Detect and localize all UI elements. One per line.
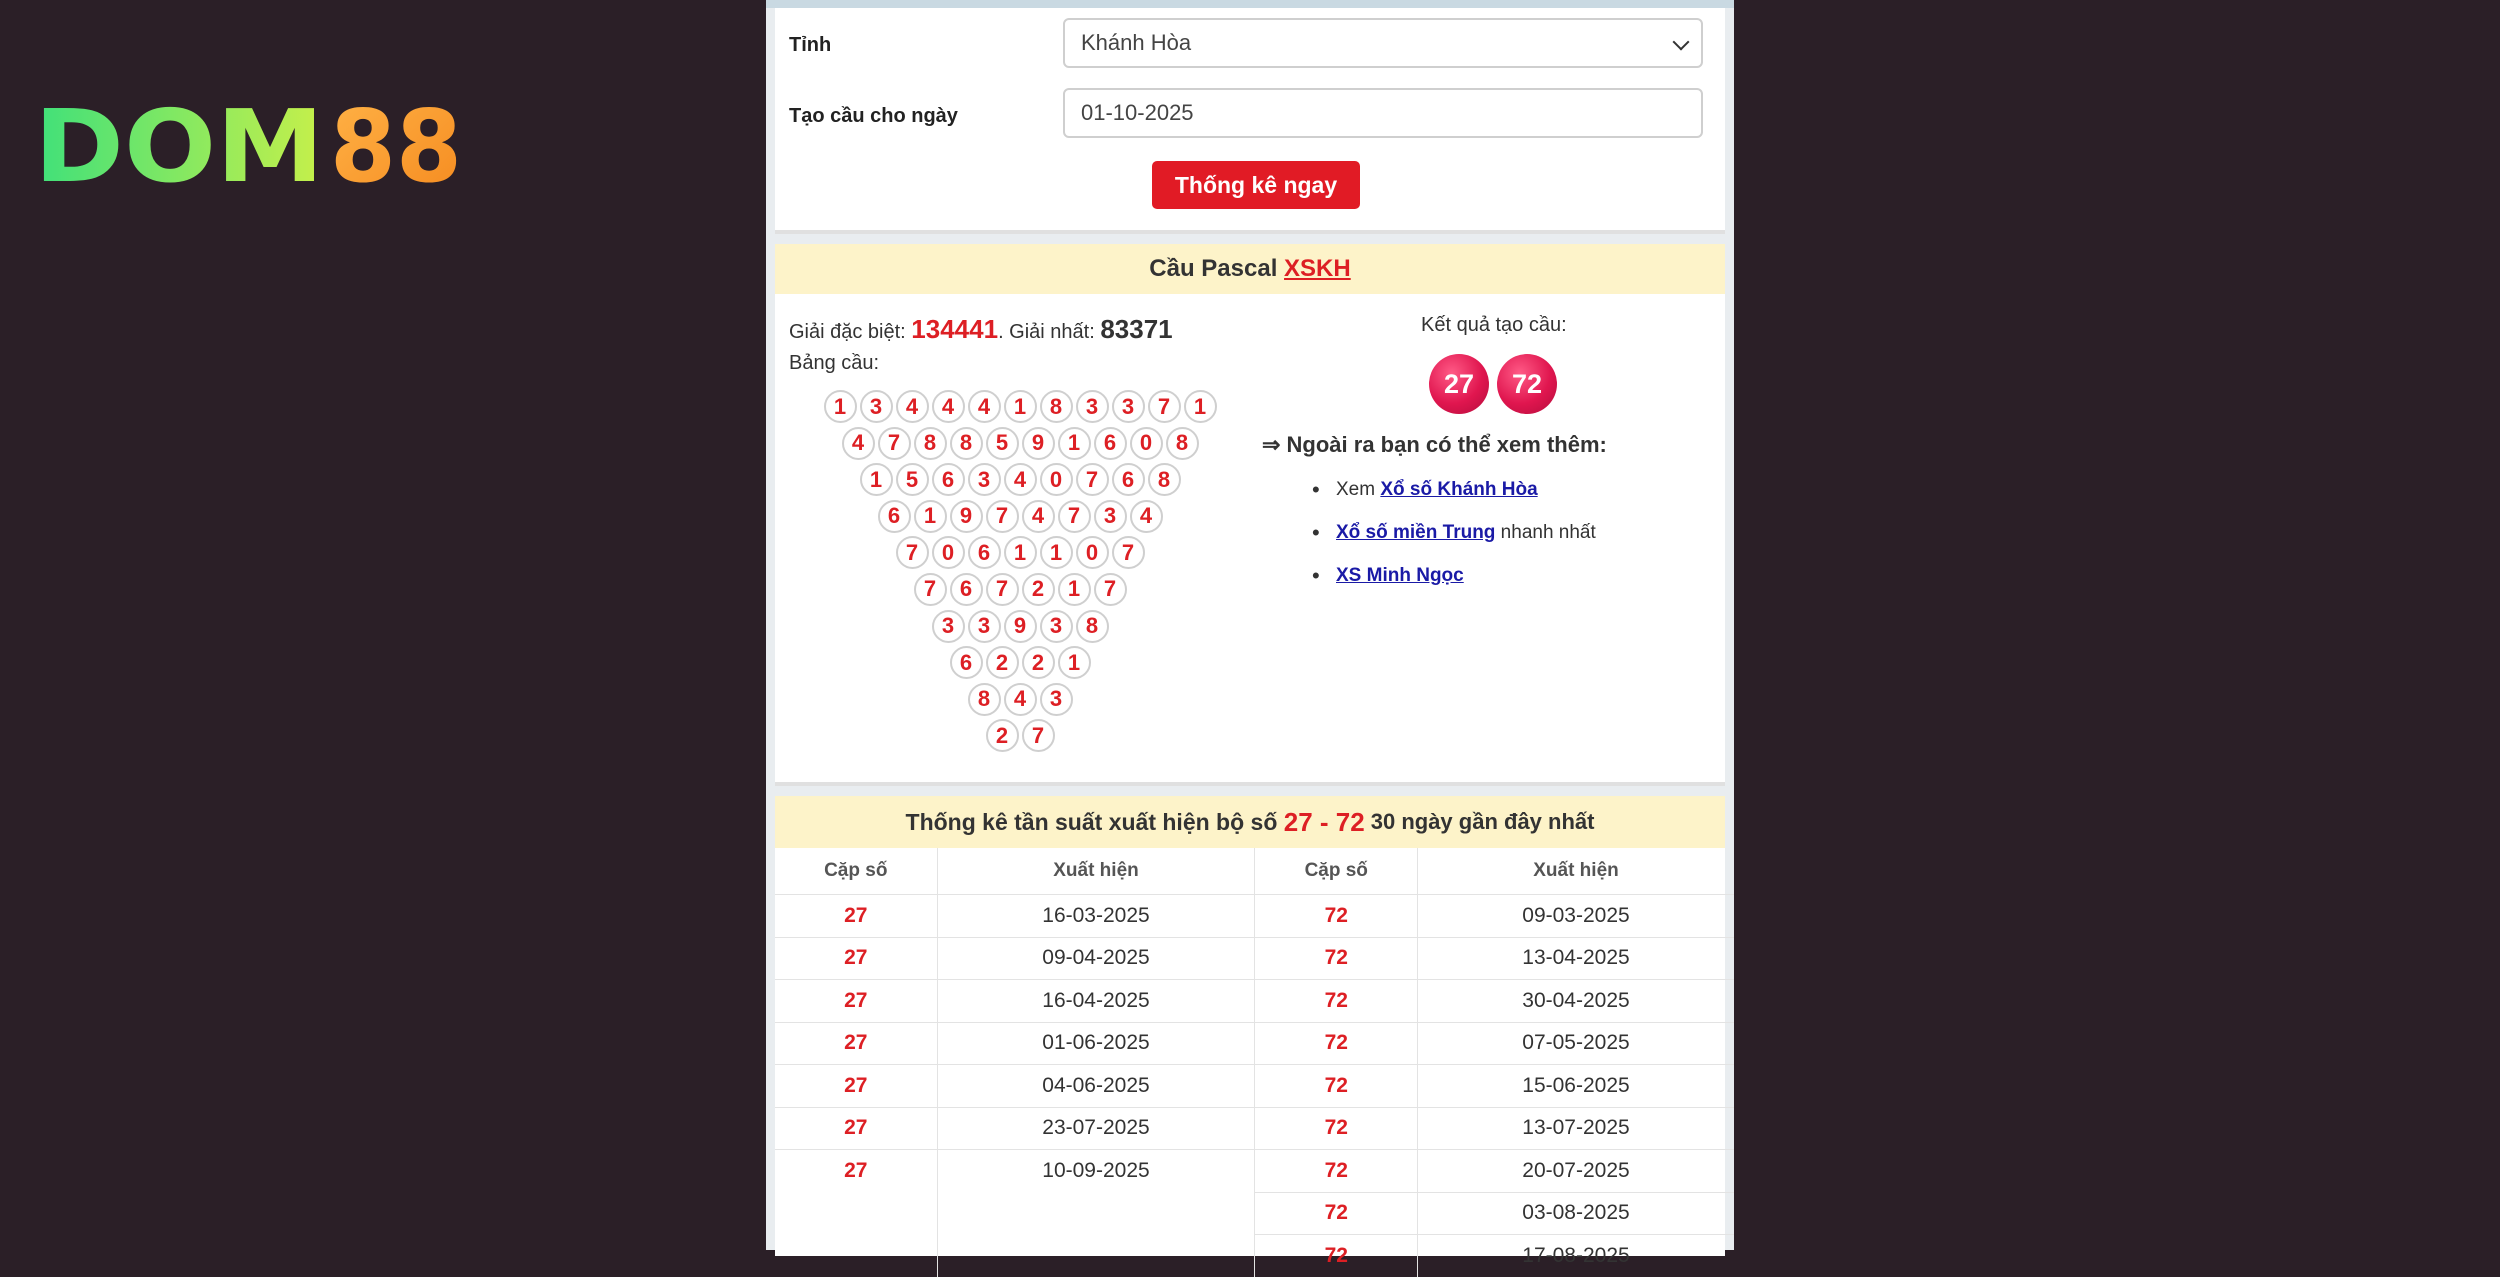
triangle-digit: 4 [1004, 683, 1037, 716]
date-cell: 07-05-2025 [1418, 1022, 1735, 1065]
triangle-digit: 4 [968, 390, 1001, 423]
result-ball: 27 [1429, 354, 1489, 414]
triangle-digit: 0 [1040, 463, 1073, 496]
triangle-digit: 7 [986, 573, 1019, 606]
pair-cell: 27 [775, 980, 937, 1023]
triangle-row [775, 500, 1265, 537]
triangle-digit: 7 [1094, 573, 1127, 606]
dom88-logo[interactable] [34, 88, 464, 205]
triangle-digit: 4 [1130, 500, 1163, 533]
table-row [775, 980, 1734, 1023]
date-cell: 09-03-2025 [1418, 895, 1735, 938]
pair-cell: 72 [1255, 895, 1418, 938]
triangle-digit: 3 [1076, 390, 1109, 423]
triangle-digit: 0 [1076, 536, 1109, 569]
stats-title-pair: 27 - 72 [1283, 806, 1365, 837]
prize-line [789, 314, 1173, 345]
triangle-digit: 3 [968, 463, 1001, 496]
date-cell: 13-07-2025 [1418, 1107, 1735, 1150]
date-cell: 23-07-2025 [937, 1107, 1255, 1150]
pair-cell: 27 [775, 1022, 937, 1065]
triangle-digit: 7 [1148, 390, 1181, 423]
list-item: • Xem Xổ số Khánh Hòa [1312, 479, 1596, 522]
triangle-digit: 0 [932, 536, 965, 569]
triangle-digit: 0 [1130, 427, 1163, 460]
pair-cell: 72 [1255, 1192, 1418, 1235]
stats-title-prefix: Thống kê tần suất xuất hiện bộ số [905, 808, 1284, 835]
triangle-digit: 3 [1094, 500, 1127, 533]
triangle-row [775, 610, 1265, 647]
triangle-digit: 8 [1166, 427, 1199, 460]
pair-cell: 72 [1255, 937, 1418, 980]
province-select-value: Khánh Hòa [1081, 30, 1192, 55]
chevron-down-icon [1673, 34, 1690, 51]
triangle-digit: 8 [1076, 610, 1109, 643]
pair-cell: 72 [1255, 1022, 1418, 1065]
date-cell: 17-08-2025 [1418, 1235, 1735, 1277]
triangle-digit: 7 [914, 573, 947, 606]
col-header: Xuất hiện [937, 848, 1255, 895]
triangle-row [775, 646, 1265, 683]
pascal-triangle [775, 390, 1265, 756]
more-heading: ⇒ Ngoài ra bạn có thể xem thêm: [1262, 432, 1607, 457]
triangle-digit: 4 [932, 390, 965, 423]
triangle-digit: 8 [950, 427, 983, 460]
triangle-digit: 6 [968, 536, 1001, 569]
pair-cell: 72 [1255, 1150, 1418, 1193]
triangle-digit: 1 [1040, 536, 1073, 569]
triangle-digit: 7 [896, 536, 929, 569]
triangle-digit: 6 [1112, 463, 1145, 496]
triangle-digit: 7 [1112, 536, 1145, 569]
pair-cell: 72 [1255, 1065, 1418, 1108]
list-item [1312, 565, 1596, 608]
pascal-title-text: Cầu Pascal [1149, 255, 1285, 282]
date-label: Tạo cầu cho ngày [789, 105, 958, 127]
result-label: Kết quả tạo cầu: [1421, 314, 1567, 336]
table-row [775, 1065, 1734, 1108]
triangle-digit: 1 [860, 463, 893, 496]
triangle-digit: 4 [1004, 463, 1037, 496]
triangle-digit: 3 [1040, 610, 1073, 643]
date-cell: 16-04-2025 [937, 980, 1255, 1023]
list-item: • Xổ số miền Trung nhanh nhất [1312, 522, 1596, 565]
triangle-digit: 1 [1058, 646, 1091, 679]
pair-cell: 27 [775, 1065, 937, 1108]
date-cell: 30-04-2025 [1418, 980, 1735, 1023]
xs-minh-ngoc-link[interactable]: XS Minh Ngọc [1336, 565, 1464, 586]
date-cell [937, 1192, 1255, 1235]
special-prize-value: 134441 [911, 314, 999, 344]
top-bar [766, 0, 1734, 8]
triangle-digit: 7 [986, 500, 1019, 533]
date-cell: 09-04-2025 [937, 937, 1255, 980]
col-header: Cặp số [1255, 848, 1418, 895]
date-cell: 01-06-2025 [937, 1022, 1255, 1065]
triangle-digit: 8 [968, 683, 1001, 716]
date-cell: 20-07-2025 [1418, 1150, 1735, 1193]
table-row [775, 1235, 1734, 1277]
triangle-digit: 8 [1040, 390, 1073, 423]
date-cell: 15-06-2025 [1418, 1065, 1735, 1108]
table-row [775, 1192, 1734, 1235]
pair-cell [775, 1192, 937, 1235]
triangle-digit: 5 [896, 463, 929, 496]
triangle-row [775, 719, 1265, 756]
first-prize-value: 83371 [1100, 314, 1173, 344]
triangle-row [775, 390, 1265, 427]
triangle-digit: 4 [1022, 500, 1055, 533]
triangle-digit: 6 [1094, 427, 1127, 460]
pascal-form [775, 8, 1725, 234]
logo-dom-text: DOM [34, 88, 324, 205]
date-cell: 10-09-2025 [937, 1150, 1255, 1193]
triangle-row [775, 573, 1265, 610]
more-links-list [1312, 479, 1596, 608]
province-label: Tỉnh [789, 34, 832, 56]
triangle-digit: 3 [932, 610, 965, 643]
frequency-table [775, 848, 1734, 1277]
col-header: Xuất hiện [1533, 860, 1619, 881]
xskh-link[interactable]: XSKH [1284, 255, 1351, 282]
table-row [775, 1022, 1734, 1065]
main-column [766, 0, 1734, 1267]
date-input-value: 01-10-2025 [1081, 100, 1194, 125]
triangle-digit: 5 [986, 427, 1019, 460]
table-row [775, 1107, 1734, 1150]
table-row [775, 937, 1734, 980]
pair-cell: 72 [1255, 1235, 1418, 1277]
triangle-digit: 7 [1058, 500, 1091, 533]
xo-so-mien-trung-link[interactable]: Xổ số miền Trung [1336, 522, 1496, 543]
pair-cell: 27 [775, 1150, 937, 1193]
triangle-digit: 1 [824, 390, 857, 423]
triangle-digit: 3 [860, 390, 893, 423]
triangle-digit: 6 [932, 463, 965, 496]
first-prize-label: . Giải nhất: [998, 321, 1101, 343]
triangle-digit: 1 [1004, 390, 1037, 423]
pascal-result-card [775, 244, 1725, 786]
stats-title-suffix: 30 ngày gần đây nhất [1370, 809, 1595, 834]
table-row [775, 1150, 1734, 1193]
triangle-digit: 3 [968, 610, 1001, 643]
triangle-digit: 9 [950, 500, 983, 533]
triangle-row [775, 536, 1265, 573]
triangle-digit: 8 [1148, 463, 1181, 496]
triangle-digit: 7 [1076, 463, 1109, 496]
table-row [775, 895, 1734, 938]
date-cell: 16-03-2025 [937, 895, 1255, 938]
submit-button[interactable]: Thống kê ngay [1152, 161, 1360, 209]
triangle-digit: 4 [896, 390, 929, 423]
triangle-row [775, 427, 1265, 464]
triangle-digit: 6 [950, 646, 983, 679]
result-ball: 72 [1497, 354, 1557, 414]
date-cell: 04-06-2025 [937, 1065, 1255, 1108]
special-prize-label: Giải đặc biệt: [789, 321, 912, 343]
triangle-digit: 2 [1022, 646, 1055, 679]
stats-title [775, 796, 1725, 848]
frequency-stats-card [775, 796, 1725, 1267]
triangle-digit: 8 [914, 427, 947, 460]
province-select[interactable] [1063, 18, 1703, 68]
triangle-digit: 3 [1040, 683, 1073, 716]
date-cell: 13-04-2025 [1418, 937, 1735, 980]
pair-cell: 72 [1255, 1107, 1418, 1150]
triangle-row [775, 683, 1265, 720]
triangle-digit: 1 [914, 500, 947, 533]
pair-cell: 27 [775, 937, 937, 980]
triangle-digit: 2 [986, 719, 1019, 752]
triangle-digit: 6 [950, 573, 983, 606]
triangle-digit: 2 [986, 646, 1019, 679]
triangle-digit: 7 [878, 427, 911, 460]
triangle-digit: 1 [1058, 427, 1091, 460]
pair-cell: 27 [775, 895, 937, 938]
table-label: Bảng cầu: [789, 352, 880, 374]
triangle-digit: 4 [842, 427, 875, 460]
triangle-digit: 2 [1022, 573, 1055, 606]
pair-cell: 27 [775, 1107, 937, 1150]
triangle-digit: 9 [1022, 427, 1055, 460]
pair-cell: 72 [1255, 980, 1418, 1023]
pascal-title [775, 244, 1725, 294]
date-cell [937, 1235, 1255, 1277]
triangle-digit: 1 [1058, 573, 1091, 606]
xo-so-khanh-hoa-link[interactable]: Xổ số Khánh Hòa [1380, 479, 1538, 500]
result-balls [1429, 354, 1557, 414]
triangle-digit: 1 [1004, 536, 1037, 569]
triangle-digit: 3 [1112, 390, 1145, 423]
col-header: Cặp số [775, 848, 937, 895]
triangle-digit: 9 [1004, 610, 1037, 643]
triangle-digit: 7 [1022, 719, 1055, 752]
date-input[interactable] [1063, 88, 1703, 138]
logo-88-text: 88 [330, 88, 462, 205]
triangle-row [775, 463, 1265, 500]
pair-cell [775, 1235, 937, 1277]
triangle-digit: 6 [878, 500, 911, 533]
triangle-digit: 1 [1184, 390, 1217, 423]
date-cell: 03-08-2025 [1418, 1192, 1735, 1235]
